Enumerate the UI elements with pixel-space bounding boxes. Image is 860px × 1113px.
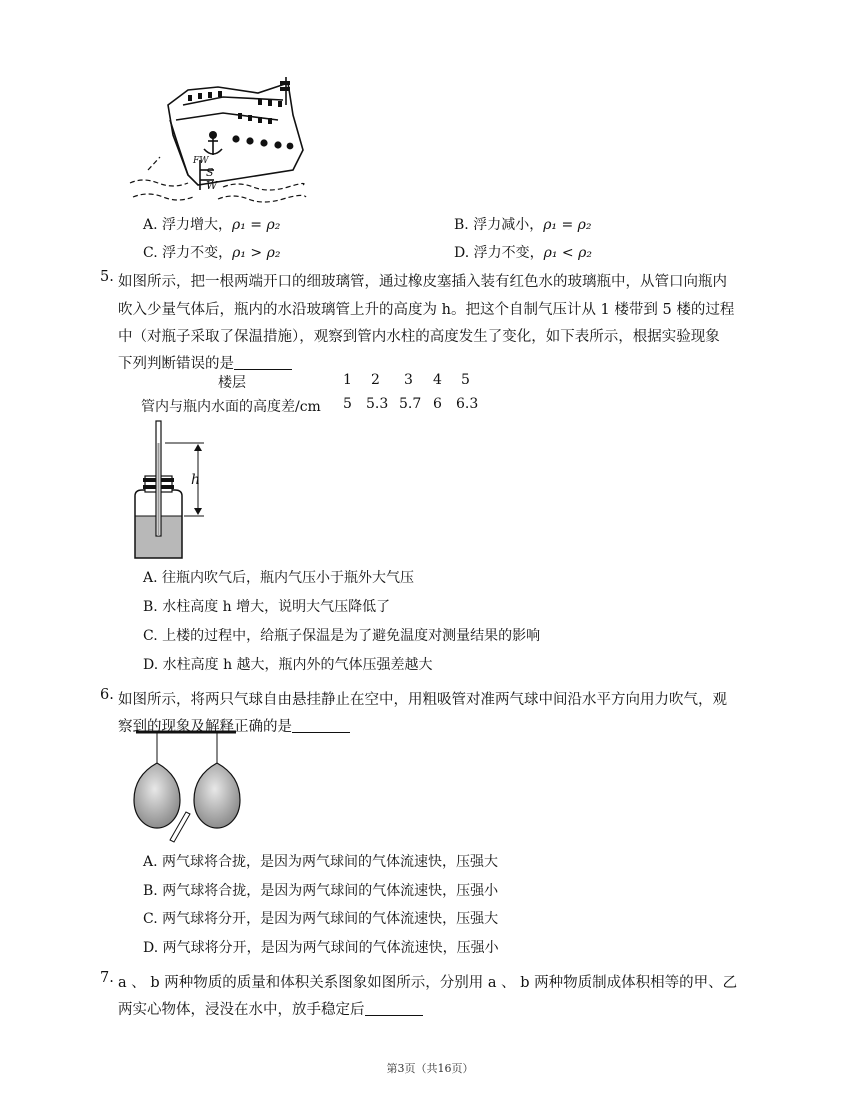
- q4-option-c: [143, 242, 280, 262]
- table-row1-label: 楼层: [218, 375, 246, 391]
- table-cell: 5: [461, 372, 470, 388]
- q6-option-c: C. 两气球将分开，是因为两气球间的气体流速快，压强大: [143, 911, 499, 927]
- table-cell: 2: [371, 372, 380, 388]
- q5-line-4-text: 下列判断错误的是: [118, 356, 234, 372]
- option-letter: D.: [454, 245, 470, 261]
- q5-option-b: B. 水柱高度 h 增大，说明大气压降低了: [143, 599, 391, 615]
- table-cell: 5.3: [366, 396, 389, 412]
- table-cell: 5: [343, 396, 352, 412]
- ship-label-fw: FW: [193, 156, 209, 166]
- ship-label-s: S: [206, 166, 214, 179]
- q6-number: 6.: [100, 687, 114, 703]
- table-cell: 6: [433, 396, 442, 412]
- barometer-diagram: [132, 418, 222, 563]
- q5-option-c: C. 上楼的过程中，给瓶子保温是为了避免温度对测量结果的影响: [143, 628, 541, 644]
- q4-option-b: [454, 214, 592, 234]
- q5-number: 5.: [100, 269, 114, 285]
- left-balloon: [134, 763, 180, 828]
- option-text: 浮力减小，: [473, 217, 544, 233]
- option-formula: ρ₁ = ρ₂: [543, 217, 592, 233]
- table-cell: 6.3: [456, 396, 479, 412]
- option-letter: B.: [454, 217, 469, 233]
- page-footer: 第3页（共16页）: [386, 1062, 474, 1075]
- q7-number: 7.: [100, 970, 114, 986]
- answer-blank: [292, 718, 350, 733]
- balloons-diagram: [130, 728, 242, 846]
- table-cell: 3: [404, 372, 413, 388]
- option-formula: ρ₁ = ρ₂: [232, 217, 281, 233]
- q5-line-1: 如图所示，把一根两端开口的细玻璃管，通过橡皮塞插入装有红色水的玻璃瓶中，从管口向瓶内: [118, 274, 727, 290]
- option-formula: ρ₁ < ρ₂: [543, 245, 592, 261]
- q6-option-a: A. 两气球将合拢，是因为两气球间的气体流速快，压强大: [143, 854, 499, 870]
- q5-line-4: [118, 352, 292, 373]
- q4-option-a: [143, 214, 280, 234]
- answer-blank: [365, 1001, 423, 1016]
- ship-illustration: [128, 75, 308, 205]
- h-label: h: [191, 472, 201, 488]
- q6-option-d: D. 两气球将分开，是因为两气球间的气体流速快，压强小: [143, 940, 499, 956]
- q5-option-a: A. 往瓶内吹气后，瓶内气压小于瓶外大气压: [143, 570, 415, 586]
- option-text: 浮力不变，: [473, 245, 544, 261]
- table-cell: 5.7: [399, 396, 422, 412]
- q7-line-2: [118, 998, 423, 1019]
- q6-option-b: B. 两气球将合拢，是因为两气球间的气体流速快，压强小: [143, 883, 499, 899]
- option-formula: ρ₁ > ρ₂: [232, 245, 281, 261]
- q4-option-d: [454, 242, 592, 262]
- q6-line-1: 如图所示，将两只气球自由悬挂静止在空中，用粗吸管对准两气球中间沿水平方向用力吹气，观: [118, 692, 727, 708]
- table-row2-label: 管内与瓶内水面的高度差/cm: [141, 399, 321, 415]
- q7-line-1: a 、 b 两种物质的质量和体积关系图象如图所示，分别用 a 、 b 两种物质制成体积相等的甲、乙: [118, 975, 738, 991]
- answer-blank: [234, 355, 292, 370]
- option-letter: A.: [143, 217, 158, 233]
- q5-line-3: 中（对瓶子采取了保温措施），观察到管内水柱的高度发生了变化，如下表所示，根据实验现象: [118, 329, 720, 345]
- table-cell: 1: [343, 372, 352, 388]
- q7-line-2-text: 两实心物体，浸没在水中，放手稳定后: [118, 1002, 365, 1018]
- ship-label-w: W: [206, 179, 218, 192]
- q5-option-d: D. 水柱高度 h 越大，瓶内外的气体压强差越大: [143, 657, 433, 673]
- q5-line-2: 吹入少量气体后，瓶内的水沿玻璃管上升的高度为 h。把这个自制气压计从 1 楼带到 5 楼的过程: [118, 302, 735, 318]
- q6-line-2-text: 察到的现象及解释正确的是: [118, 719, 292, 735]
- option-letter: C.: [143, 245, 158, 261]
- option-text: 浮力不变，: [162, 245, 233, 261]
- option-text: 浮力增大，: [162, 217, 233, 233]
- right-balloon: [194, 763, 240, 828]
- table-cell: 4: [433, 372, 442, 388]
